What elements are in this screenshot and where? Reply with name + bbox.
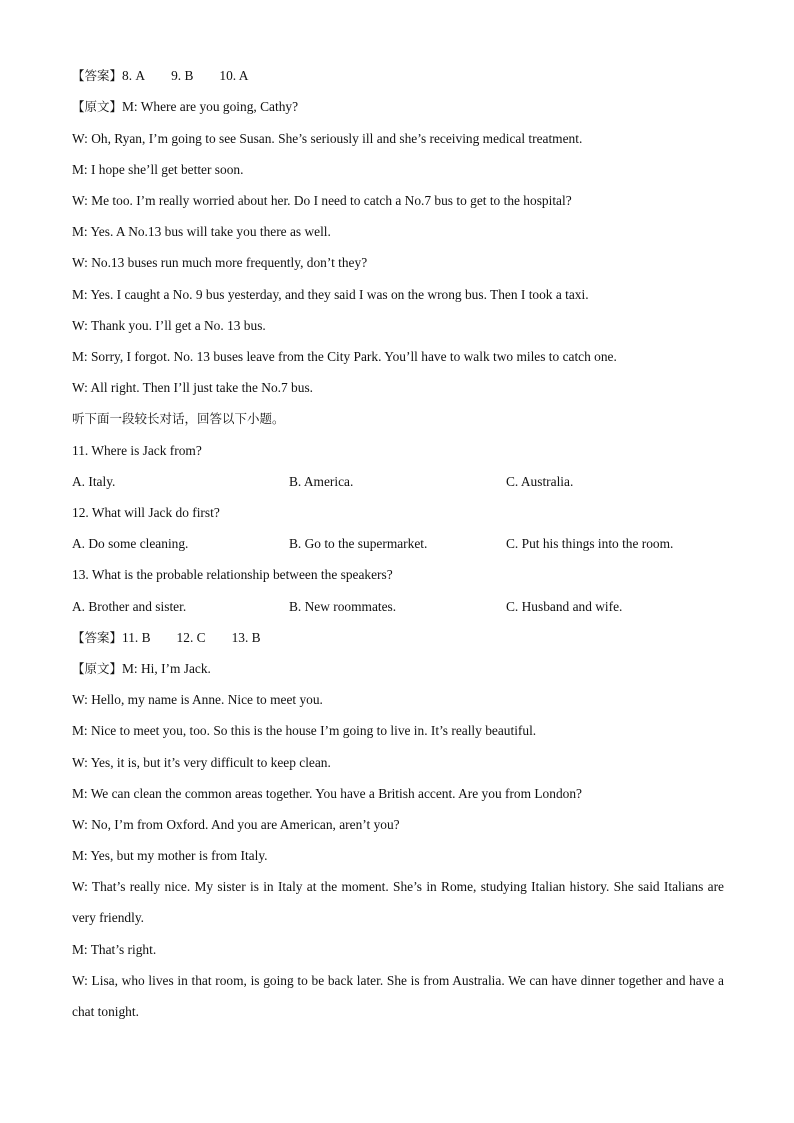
dialogue-line: W: Oh, Ryan, I’m going to see Susan. She’s seriously ill and she’s receiving medical treatment.: [72, 131, 583, 146]
dialogue-line: W: No.13 buses run much more frequently, don’t they?: [72, 255, 368, 270]
section-instruction: 听下面一段较长对话，回答以下小题。: [72, 411, 285, 426]
option-c: C. Australia.: [506, 474, 574, 489]
dialogue-line: M: Nice to meet you, too. So this is the house I’m going to live in. It’s really beautiful.: [72, 723, 537, 738]
option-a: A. Brother and sister.: [72, 599, 187, 614]
dialogue-line: W: Thank you. I’ll get a No. 13 bus.: [72, 318, 266, 333]
answer-item: 11. B: [122, 630, 151, 645]
option-a: A. Do some cleaning.: [72, 536, 189, 551]
dialogue-text: M: Hi, I’m Jack.: [122, 661, 211, 676]
dialogue-line: M: Yes. I caught a No. 9 bus yesterday, and they said I was on the wrong bus. Then I took a taxi.: [72, 287, 589, 302]
answer-item: 8. A: [122, 68, 146, 83]
transcript-line: [72, 660, 724, 678]
transcript-label: 【原文】: [72, 661, 123, 676]
dialogue-line: W: Me too. I’m really worried about her. Do I need to catch a No.7 bus to get to the hospital?: [72, 193, 572, 208]
answer-item: 10. A: [219, 68, 249, 83]
dialogue-line: W: No, I’m from Oxford. And you are American, aren’t you?: [72, 817, 400, 832]
question-options: [72, 598, 724, 616]
dialogue-line: M: Yes, but my mother is from Italy.: [72, 848, 268, 863]
transcript-line: [72, 98, 724, 116]
option-b: B. America.: [289, 474, 354, 489]
option-c: C. Husband and wife.: [506, 599, 623, 614]
dialogue-line: W: All right. Then I’ll just take the No.7 bus.: [72, 380, 313, 395]
dialogue-line: M: We can clean the common areas together. You have a British accent. Are you from London?: [72, 786, 582, 801]
question-text: 13. What is the probable relationship between the speakers?: [72, 567, 393, 582]
dialogue-line: M: That’s right.: [72, 942, 157, 957]
option-c: C. Put his things into the room.: [506, 536, 674, 551]
question-text: 11. Where is Jack from?: [72, 443, 202, 458]
dialogue-line: M: I hope she’ll get better soon.: [72, 162, 244, 177]
answer-line-1: [72, 67, 724, 85]
option-b: B. New roommates.: [289, 599, 397, 614]
answer-item: 12. C: [176, 630, 206, 645]
answer-item: 13. B: [231, 630, 261, 645]
dialogue-text: M: Where are you going, Cathy?: [122, 99, 299, 114]
dialogue-paragraph: W: Lisa, who lives in that room, is going to be back later. She is from Australia. We can have dinner together and have a chat tonight.: [72, 973, 724, 1019]
dialogue-line: M: Sorry, I forgot. No. 13 buses leave from the City Park. You’ll have to walk two miles to catch one.: [72, 349, 617, 364]
option-a: A. Italy.: [72, 474, 116, 489]
answer-item: 9. B: [171, 68, 194, 83]
question-options: [72, 473, 724, 491]
option-b: B. Go to the supermarket.: [289, 536, 428, 551]
answer-line-2: [72, 629, 724, 647]
transcript-label: 【原文】: [72, 99, 123, 114]
dialogue-line: M: Yes. A No.13 bus will take you there as well.: [72, 224, 331, 239]
question-options: [72, 535, 724, 553]
dialogue-paragraph: W: That’s really nice. My sister is in Italy at the moment. She’s in Rome, studying Italian history. She said Italians are very friendly.: [72, 879, 724, 925]
answer-label: 【答案】: [72, 68, 123, 83]
question-text: 12. What will Jack do first?: [72, 505, 220, 520]
dialogue-line: W: Yes, it is, but it’s very difficult to keep clean.: [72, 755, 331, 770]
answer-label: 【答案】: [72, 630, 123, 645]
dialogue-line: W: Hello, my name is Anne. Nice to meet you.: [72, 692, 323, 707]
